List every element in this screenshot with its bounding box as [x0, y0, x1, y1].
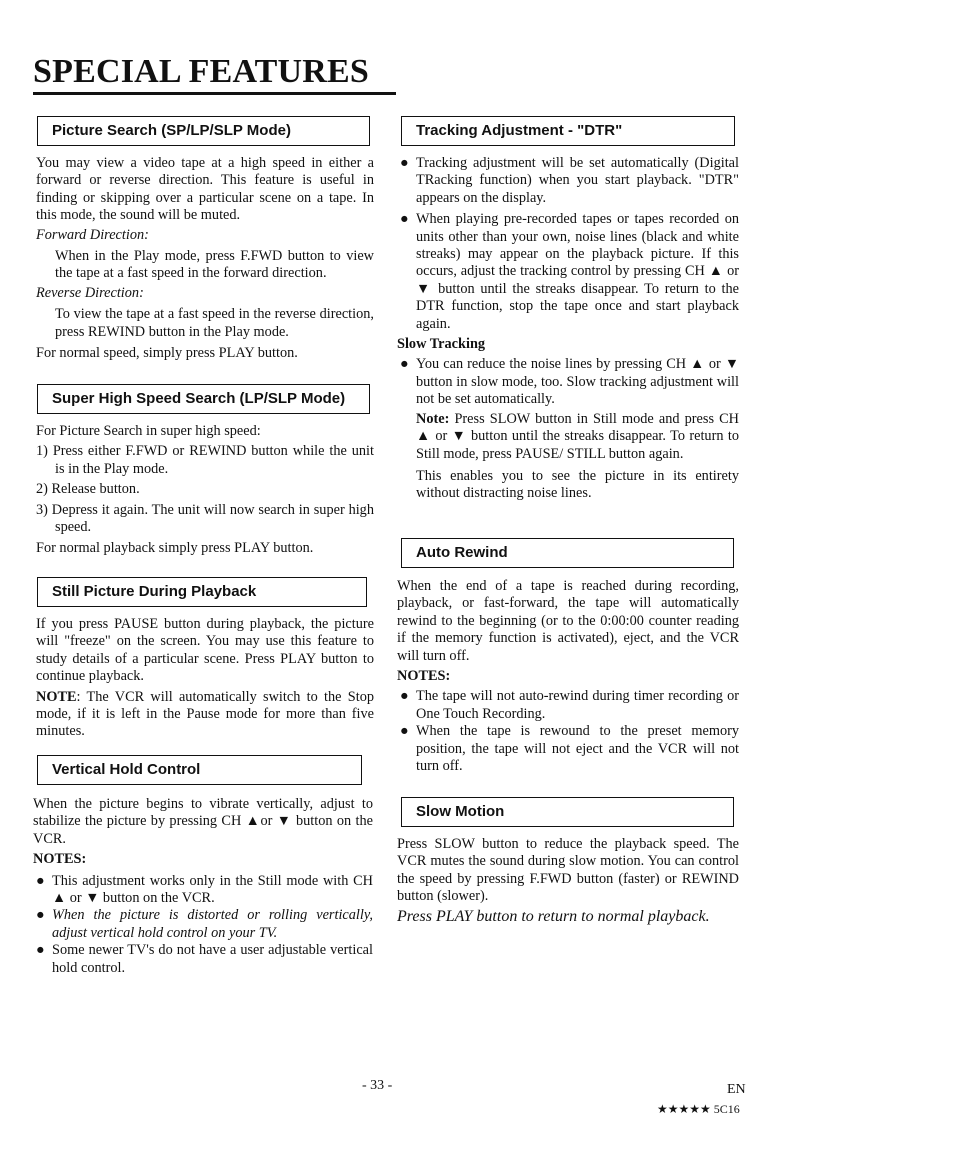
- auto-rewind-notes-label: NOTES:: [397, 668, 451, 685]
- forward-direction-label: Forward Direction:: [36, 226, 149, 243]
- step-number: 2): [36, 481, 48, 498]
- step-text: Release button.: [51, 481, 140, 498]
- super-high-speed-normal: For normal playback simply press PLAY button.: [36, 540, 314, 557]
- note-label: NOTE: [36, 688, 77, 705]
- slow-tracking-label: Slow Tracking: [397, 336, 486, 353]
- note-text: : The VCR will automatically switch to the Stop mode, if it is left in the Pause mode for more than five minutes.: [36, 688, 374, 740]
- reverse-direction-text: To view the tape at a fast speed in the reverse direction, press REWIND button in the Play mode.: [55, 306, 374, 340]
- vertical-hold-section: [33, 796, 373, 977]
- note-bullet-text: When the picture is distorted or rolling vertically, adjust vertical hold control on your TV.: [52, 907, 373, 941]
- slow-motion-section: [397, 836, 739, 906]
- auto-rewind-heading: Auto Rewind: [416, 544, 508, 561]
- slow-tracking-note-extra: This enables you to see the picture in its entirety without distracting noise lines.: [416, 467, 739, 502]
- picture-search-normal: For normal speed, simply press PLAY button.: [36, 345, 298, 362]
- vertical-hold-notes-label: NOTES:: [33, 851, 87, 868]
- still-picture-section: [36, 616, 374, 741]
- tracking-bullet-text: When playing pre-recorded tapes or tapes recorded on units other than your own, noise lines (black and white streaks) may appear on the playback picture. If this occurs, adjust the tracking control by pressing CH ▲ or ▼ button until the streaks disappear. To return to the DTR function, stop the tape once and start playback again.: [416, 211, 739, 332]
- tracking-bullet-text: Tracking adjustment will be set automatically (Digital TRacking function) when you start playback. "DTR" appears on the display.: [416, 155, 739, 206]
- note-bullet-text: Some newer TV's do not have a user adjustable vertical hold control.: [52, 942, 373, 976]
- note-bullet-text: The tape will not auto-rewind during timer recording or One Touch Recording.: [416, 688, 739, 722]
- slow-tracking-bullet: [397, 356, 739, 408]
- auto-rewind-text: When the end of a tape is reached during recording, playback, or fast-forward, the tape will automatically rewind to the beginning (or to the 0:00:00 counter reading if the memory function is activated), eject, and the VCR will turn off.: [397, 578, 739, 664]
- picture-search-section: [36, 155, 374, 362]
- bullet-icon: ●: [36, 872, 45, 889]
- title-underline: [33, 92, 396, 95]
- step-item: [36, 481, 374, 498]
- super-high-speed-section: [36, 423, 374, 558]
- page-number: - 33 -: [362, 1078, 393, 1093]
- step-item: [36, 502, 374, 537]
- tracking-heading-box: [401, 116, 735, 146]
- language-code: EN: [727, 1082, 746, 1097]
- super-high-speed-intro: For Picture Search in super high speed:: [36, 423, 261, 439]
- note-bullet-text: When the tape is rewound to the preset memory position, the tape will not eject and the VCR will not turn off.: [416, 723, 739, 775]
- tracking-section: [397, 155, 739, 503]
- note-bullet: [33, 873, 373, 908]
- vertical-hold-heading: Vertical Hold Control: [52, 761, 201, 778]
- note-bullet: [33, 907, 373, 942]
- step-item: [36, 443, 374, 478]
- bullet-icon: ●: [36, 907, 45, 924]
- slow-tracking-note: [397, 411, 739, 463]
- step-number: 1): [36, 443, 48, 460]
- slow-tracking-bullet-text: You can reduce the noise lines by pressing CH ▲ or ▼ button in slow mode, too. Slow tracking adjustment will not be set automatically.: [416, 356, 739, 408]
- vertical-hold-text: When the picture begins to vibrate vertically, adjust to stabilize the picture by pressing CH ▲or ▼ button on the VCR.: [33, 796, 373, 847]
- bullet-icon: ●: [400, 688, 409, 705]
- step-text: Press either F.FWD or REWIND button while the unit is in the Play mode.: [52, 443, 374, 477]
- reverse-direction-label: Reverse Direction:: [36, 284, 144, 301]
- bullet-icon: ●: [400, 211, 409, 228]
- step-number: 3): [36, 501, 48, 518]
- forward-direction-text: When in the Play mode, press F.FWD button to view the tape at a fast speed in the forward direction.: [55, 248, 374, 282]
- still-picture-heading: Still Picture During Playback: [52, 583, 257, 600]
- note-label: Note:: [416, 410, 450, 427]
- slow-motion-heading-box: [401, 797, 734, 827]
- bullet-icon: ●: [400, 723, 409, 740]
- super-high-speed-heading-box: [37, 384, 370, 414]
- bullet-icon: ●: [36, 942, 45, 959]
- picture-search-heading-box: [37, 116, 370, 146]
- page-title: SPECIAL FEATURES: [33, 53, 370, 90]
- still-picture-text: If you press PAUSE button during playback, the picture will "freeze" on the screen. You may use this feature to study details of a particular scene. Press PLAY button to continue playback.: [36, 616, 374, 685]
- note-bullet: [33, 942, 373, 977]
- bullet-icon: ●: [400, 155, 409, 171]
- still-picture-heading-box: [37, 577, 367, 607]
- tracking-heading: Tracking Adjustment - "DTR": [416, 122, 623, 139]
- tracking-bullet: [397, 211, 739, 333]
- note-bullet: [397, 723, 739, 775]
- bullet-icon: ●: [400, 356, 409, 373]
- auto-rewind-section: [397, 578, 739, 775]
- slow-motion-heading: Slow Motion: [416, 803, 505, 820]
- picture-search-heading: Picture Search (SP/LP/SLP Mode): [52, 122, 291, 139]
- tracking-bullet: [397, 155, 739, 207]
- model-code: ★★★★★ 5C16: [657, 1102, 740, 1116]
- note-bullet: [397, 688, 739, 723]
- still-picture-note: [36, 689, 374, 741]
- slow-motion-playback-note: Press PLAY button to return to normal playback.: [397, 908, 710, 925]
- note-text: Press SLOW button in Still mode and press CH ▲ or ▼ button until the streaks disappear. To return to Still mode, press PAUSE/ STILL button again.: [416, 410, 739, 462]
- picture-search-intro: You may view a video tape at a high speed in either a forward or reverse direction. This feature is useful in finding or skipping over a particular scene on a tape. In this mode, the sound will be muted.: [36, 155, 374, 224]
- vertical-hold-heading-box: [37, 755, 362, 785]
- super-high-speed-heading: Super High Speed Search (LP/SLP Mode): [52, 390, 346, 407]
- note-bullet-text: This adjustment works only in the Still mode with CH ▲ or ▼ button on the VCR.: [52, 872, 373, 907]
- step-text: Depress it again. The unit will now search in super high speed.: [51, 501, 374, 536]
- auto-rewind-heading-box: [401, 538, 734, 568]
- slow-motion-text: Press SLOW button to reduce the playback speed. The VCR mutes the sound during slow motion. You can control the speed by pressing F.FWD button (faster) or REWIND button (slower).: [397, 836, 739, 905]
